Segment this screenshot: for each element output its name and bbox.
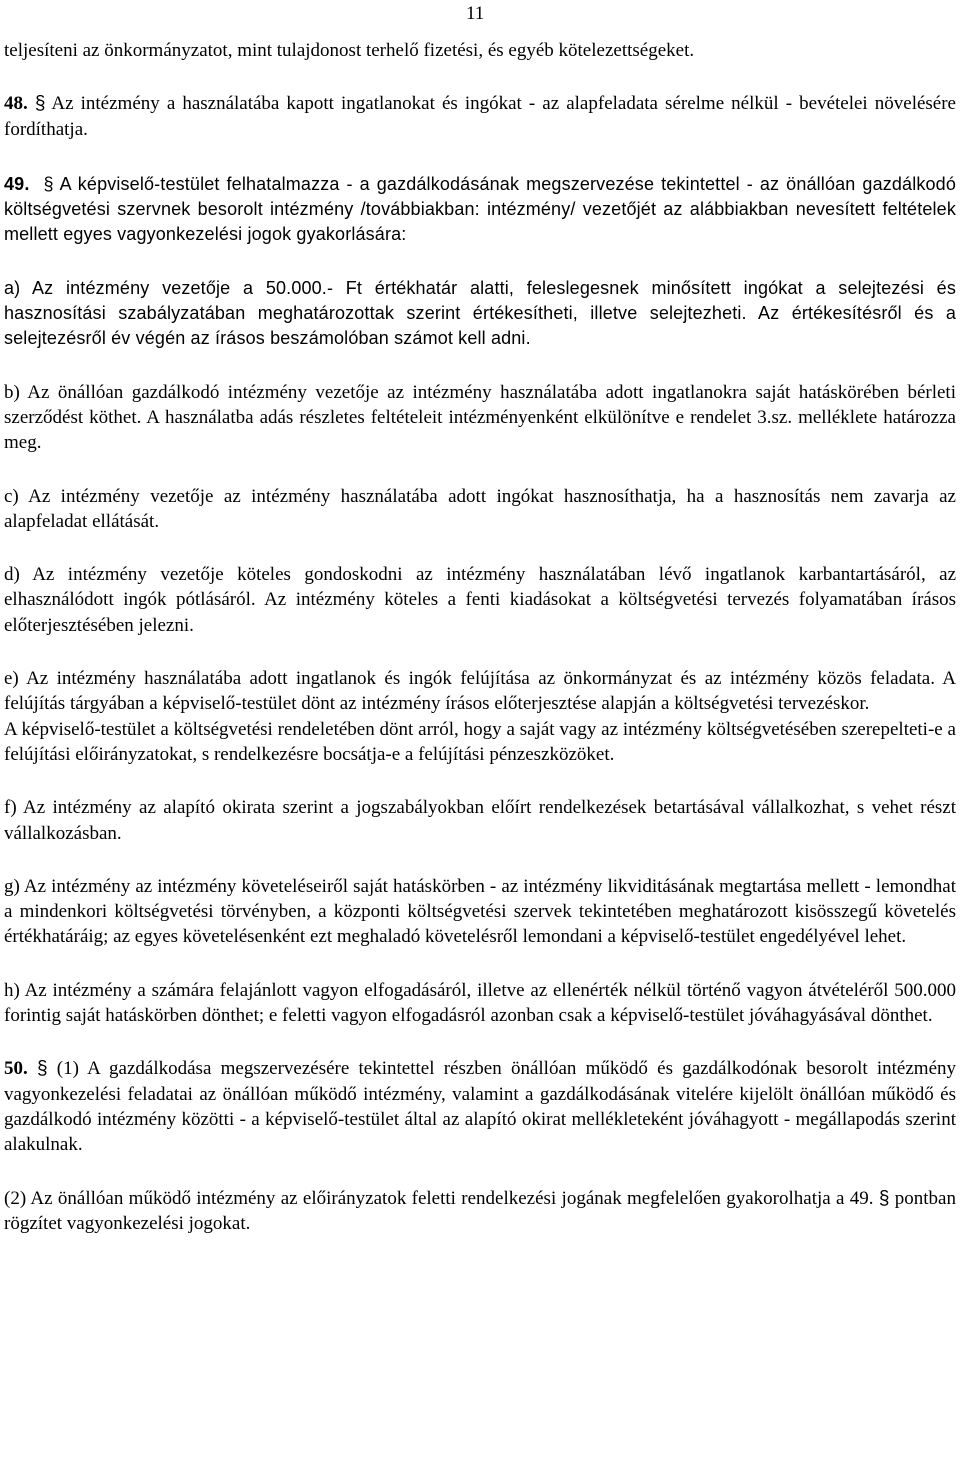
item-g: g) Az intézmény az intézmény követeléseiről saját hatáskörben - az intézmény likviditásának megtartása mellett - lemondhat a mindenkori költségvetési törvényben, a központi költségvetési szervek tekintetében meghatározott kisösszegű követelés értékhatáráig; az egyes követelésenként ezt meghaladó követelésről lemondani a képviselő-testület engedélyével lehet. [4, 875, 956, 948]
subsection-text: (2) Az önállóan működő intézmény az előirányzatok feletti rendelkezési jogának megfelelően gyakorolhatja a 49. [4, 1187, 874, 1209]
section-text: (1) A gazdálkodása megszervezésére tekintettel részben önállóan működő és gazdálkodónak besorolt intézmény vagyonkezelési feladatai az önállóan működő intézmény, valamint a gazdálkodásának vitelére kijelölt önállóan működő és gazdálkodó intézmény közötti - a képviselő-testület által az alapító okirat mellékleteként jóváhagyott - megállapodás szerint alakulnak. [4, 1058, 957, 1156]
item-f: f) Az intézmény az alapító okirata szerint a jogszabályokban előírt rendelkezések betartásával vállalkozhat, s vehet részt vállalkozásban. [4, 797, 956, 844]
item-e: e) Az intézmény használatába adott ingatlanok és ingók felújítása az önkormányzat és az intézmény közös feladata. A felújítás tárgyában a képviselő-testület dönt az intézmény írásos előterjesztése alapján a költségvetési tervezéskor. [4, 668, 956, 715]
section-49 [4, 172, 956, 248]
section-symbol: § [36, 1058, 48, 1080]
item-c: c) Az intézmény vezetője az intézmény használatába adott ingókat hasznosíthatja, ha a hasznosítás nem zavarja az alapfeladat ellátását. [4, 485, 956, 532]
section-symbol: § [34, 93, 46, 115]
document-body [4, 38, 956, 1236]
page-number: 11 [466, 3, 485, 24]
item-d: d) Az intézmény vezetője köteles gondoskodni az intézmény használatában lévő ingatlanok karbantartásáról, az elhasználódott ingók pótlásáról. Az intézmény köteles a fenti kiadásokat a költségvetési tervezés folyamatában írásos előterjesztésében jelezni. [4, 564, 956, 636]
item-b: b) Az önállóan gazdálkodó intézmény vezetője az intézmény használatába adott ingatlanokra saját hatáskörében bérleti szerződést köthet. A használatba adás részletes feltételeit intézményenként elkülönítve e rendelet 3.sz. melléklete határozza meg. [4, 381, 956, 454]
section-50-subsection-2 [4, 1186, 956, 1237]
item-h: h) Az intézmény a számára felajánlott vagyon elfogadásáról, illetve az ellenérték nélkül történő vagyon átvételéről 500.000 forintig saját hatáskörben dönthet; e feletti vagyon elfogadásról azonban csak a képviselő-testület jóváhagyásával dönthet. [4, 979, 956, 1027]
subsection-text-end: pontban rögzítet vagyonkezelési jogokat. [4, 1187, 956, 1234]
section-text: A képviselő-testület felhatalmazza - a gazdálkodásának megszervezése tekintettel - az önállóan gazdálkodó költségvetési szervnek besorolt intézmény /továbbiakban: intézmény/ vezetőjét az alábbiakban nevesített feltételek mellett egyes vagyonkezelési jogok gyakorlására: [4, 173, 956, 245]
section-text: Az intézmény a használatába kapott ingatlanokat és ingókat - az alapfeladata sérelme nélkül - bevételei növelésére fordíthatja. [4, 93, 956, 140]
section-number: 48. [4, 93, 28, 115]
section-number: 49. [4, 173, 30, 194]
section-50 [4, 1056, 956, 1157]
section-number: 50. [4, 1058, 28, 1080]
section-48 [4, 91, 956, 142]
section-symbol: § [43, 173, 54, 194]
item-e-continuation: A képviselő-testület a költségvetési rendeletében dönt arról, hogy a saját vagy az intézmény költségvetésében szerepelteti-e a felújítási előirányzatokat, s rendelkezésre bocsátja-e a felújítási pénzeszközöket. [4, 718, 956, 765]
paragraph-continuation: teljesíteni az önkormányzatot, mint tulajdonost terhelő fizetési, és egyéb kötelezettségeket. [4, 40, 695, 61]
item-a: a) Az intézmény vezetője a 50.000.- Ft értékhatár alatti, feleslegesnek minősített ingókat a selejtezési és hasznosítási szabályzatában meghatározottak szerint értékesítheti, illetve selejtezheti. Az értékesítésről és a selejtezésről év végén az írásos beszámolóban számot kell adni. [4, 277, 956, 349]
section-symbol: § [878, 1187, 890, 1209]
